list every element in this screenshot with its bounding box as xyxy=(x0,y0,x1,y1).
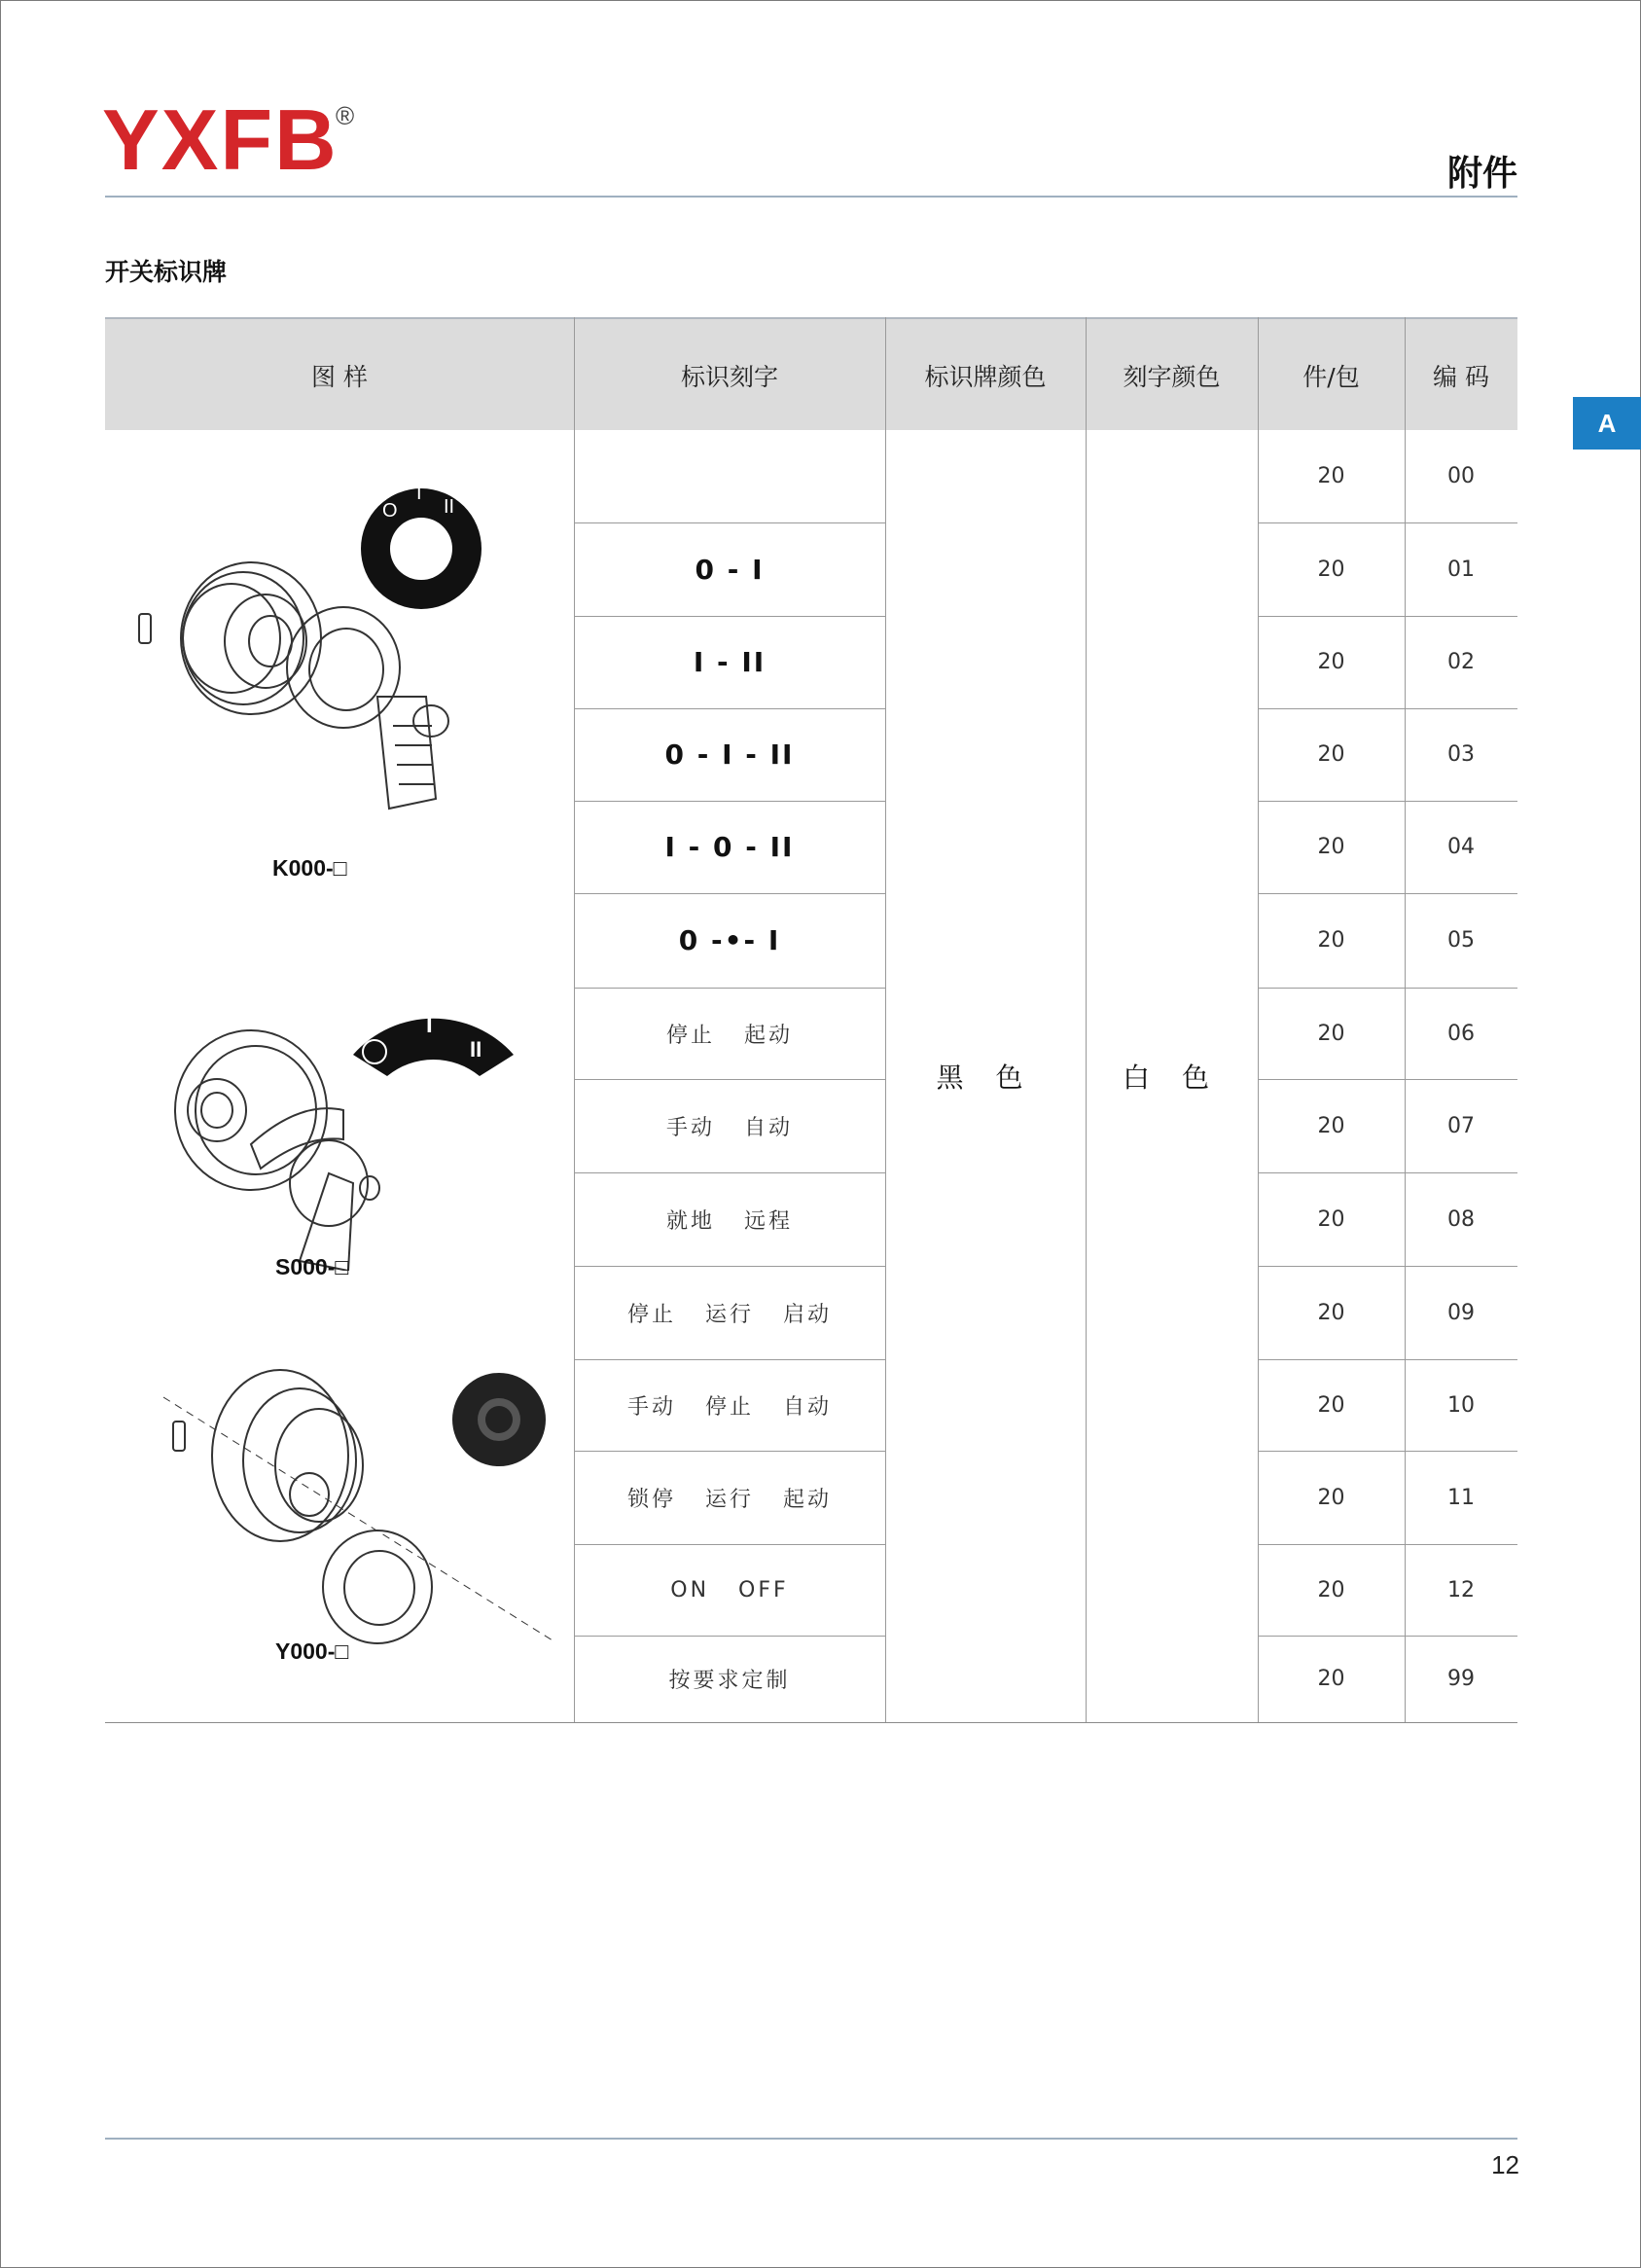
code-cell: 11 xyxy=(1447,1485,1475,1510)
k000-switch-illustration xyxy=(134,478,523,828)
header-engraving: 标识刻字 xyxy=(680,363,778,391)
registered-mark: ® xyxy=(336,101,355,130)
code-cell: 04 xyxy=(1447,835,1475,859)
svg-text:I: I xyxy=(416,483,422,504)
brand-logo: YXFB xyxy=(102,91,339,188)
plate-color-cell: 黑 色 xyxy=(936,1062,1035,1094)
header-text-color: 刻字颜色 xyxy=(1123,363,1221,391)
figure-label-s000: S000-□ xyxy=(275,1254,349,1279)
qty-cell: 20 xyxy=(1317,650,1345,674)
qty-cell: 20 xyxy=(1317,557,1345,582)
figure-label-y000: Y000-□ xyxy=(275,1638,349,1664)
engraving-cell: I - 0 - II xyxy=(664,831,795,863)
code-cell: 00 xyxy=(1447,464,1475,488)
plate-arc-icon xyxy=(353,1019,514,1076)
engraving-cell: 0 - I xyxy=(695,553,765,586)
code-cell: 10 xyxy=(1447,1392,1475,1418)
svg-text:I: I xyxy=(426,1012,433,1038)
qty-cell: 20 xyxy=(1317,464,1345,488)
code-cell: 01 xyxy=(1447,557,1475,582)
code-cell: 07 xyxy=(1447,1113,1475,1138)
engraving-cell: 0 -•- I xyxy=(678,924,781,956)
svg-text:II: II xyxy=(444,496,455,518)
table-header xyxy=(105,317,1517,430)
engraving-cell: ON OFF xyxy=(670,1577,789,1602)
footer-divider xyxy=(105,2138,1517,2140)
s000-switch-illustration xyxy=(134,979,543,1271)
qty-cell: 20 xyxy=(1317,1577,1345,1602)
header-code: 编 码 xyxy=(1433,363,1489,391)
header-plate-color: 标识牌颜色 xyxy=(924,363,1047,391)
table-bottom-rule xyxy=(105,1722,1517,1723)
header-qty: 件/包 xyxy=(1302,363,1360,391)
qty-cell: 20 xyxy=(1317,1021,1345,1046)
engraving-cell xyxy=(574,430,885,522)
qty-cell: 20 xyxy=(1317,928,1345,953)
code-cell: 06 xyxy=(1447,1021,1475,1046)
engraving-cell: I - II xyxy=(693,646,767,678)
qty-cell: 20 xyxy=(1317,1113,1345,1138)
y000-switch-illustration xyxy=(163,1358,572,1650)
code-cell: 02 xyxy=(1447,650,1475,674)
qty-cell: 20 xyxy=(1317,742,1345,767)
section-title: 附件 xyxy=(1446,154,1517,194)
code-cell: 05 xyxy=(1447,928,1475,953)
engraving-cell: 手动 自动 xyxy=(666,1115,793,1140)
code-cell: 09 xyxy=(1447,1300,1475,1325)
qty-cell: 20 xyxy=(1317,1300,1345,1325)
engraving-cell: 0 - I - II xyxy=(664,738,795,771)
code-cell: 99 xyxy=(1447,1667,1475,1691)
page-number: 12 xyxy=(1491,2150,1519,2179)
engraving-cell: 手动 停止 自动 xyxy=(627,1394,832,1420)
code-cell: 03 xyxy=(1447,742,1475,767)
engraving-cell: 停止 起动 xyxy=(666,1023,793,1048)
qty-cell: 20 xyxy=(1317,1485,1345,1510)
page-subtitle: 开关标识牌 xyxy=(105,258,228,286)
code-cell: 12 xyxy=(1447,1577,1475,1602)
qty-cell: 20 xyxy=(1317,1667,1345,1691)
text-color-cell: 白 色 xyxy=(1123,1062,1221,1094)
plate-mark-icon: O xyxy=(382,500,398,522)
engraving-cell: 锁停 运行 起动 xyxy=(627,1487,832,1512)
engraving-cell: 停止 运行 启动 xyxy=(627,1302,832,1327)
qty-cell: 20 xyxy=(1317,1206,1345,1232)
header-figure: 图 样 xyxy=(311,363,368,391)
engraving-cell: 按要求定制 xyxy=(668,1669,791,1693)
header-divider xyxy=(105,196,1517,198)
figure-label-k000: K000-□ xyxy=(272,855,347,881)
qty-cell: 20 xyxy=(1317,1392,1345,1418)
svg-text:II: II xyxy=(470,1037,482,1062)
engraving-cell: 就地 远程 xyxy=(666,1208,793,1234)
code-cell: 08 xyxy=(1447,1206,1475,1232)
section-tab[interactable]: A xyxy=(1573,397,1641,450)
qty-cell: 20 xyxy=(1317,835,1345,859)
